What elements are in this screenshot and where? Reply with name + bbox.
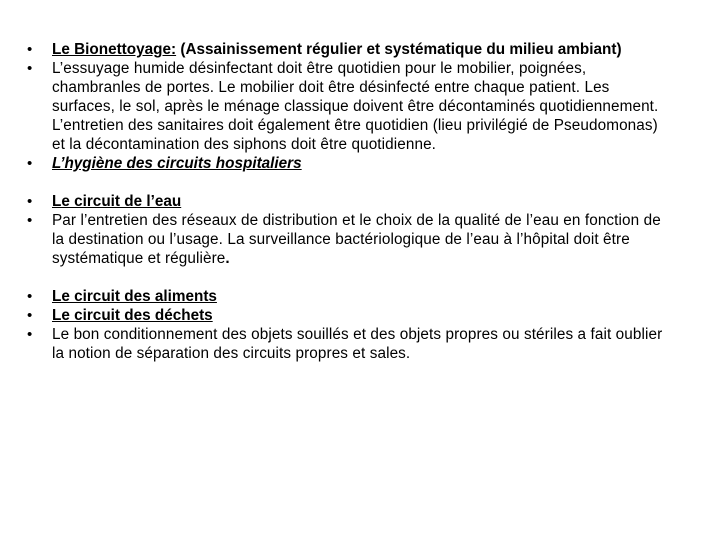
- list-item-hygiene-circuits: [24, 154, 674, 173]
- circuit-aliments-heading: Le circuit des aliments: [52, 288, 217, 305]
- list-item-circuit-dechets: [24, 306, 674, 325]
- bullet-icon: •: [27, 41, 33, 58]
- list-item-circuit-eau: [24, 192, 674, 211]
- bullet-icon: •: [27, 193, 33, 210]
- bionettoyage-subtitle: (Assainissement régulier et systématique du milieu ambiant): [176, 41, 622, 58]
- bullet-icon: •: [27, 288, 33, 305]
- circuit-eau-heading: Le circuit de l’eau: [52, 193, 182, 210]
- list-item-conditionnement: [24, 325, 674, 363]
- list-item-eau-description: [24, 211, 674, 268]
- bullet-icon: •: [27, 307, 33, 324]
- essuyage-paragraph: L’essuyage humide désinfectant doit être quotidien pour le mobilier, poignées, chambranles de portes. Le mobilier doit être désinfecté entre chaque patient. Les surfaces, le sol, après le ménage classique doivent être décontaminés quotidiennement. L’entretien des sanitaires doit également être quotidien (lieu privilégié de Pseudomonas) et la décontamination des siphons doit être quotidienne.: [52, 60, 659, 153]
- list-item-essuyage: [24, 59, 674, 154]
- bullet-icon: •: [27, 212, 33, 229]
- bullet-list: [24, 40, 674, 363]
- list-item-bionettoyage: [24, 40, 674, 59]
- hygiene-circuits-heading: L’hygiène des circuits hospitaliers: [52, 155, 302, 172]
- circuit-dechets-heading: Le circuit des déchets: [52, 307, 213, 324]
- conditionnement-paragraph: Le bon conditionnement des objets souillés et des objets propres ou stériles a fait oublier la notion de séparation des circuits propres et sales.: [52, 326, 663, 362]
- bionettoyage-heading: Le Bionettoyage:: [52, 41, 177, 58]
- bullet-icon: •: [27, 155, 33, 172]
- list-item-circuit-aliments: [24, 287, 674, 306]
- eau-paragraph: Par l’entretien des réseaux de distribution et le choix de la qualité de l’eau en fonction de la destination ou l’usage. La surveillance bactériologique de l’eau à l’hôpital doit être systématique et régulière: [52, 212, 661, 267]
- bullet-icon: •: [27, 60, 33, 77]
- eau-paragraph-end: .: [225, 250, 230, 267]
- bullet-icon: •: [27, 326, 33, 343]
